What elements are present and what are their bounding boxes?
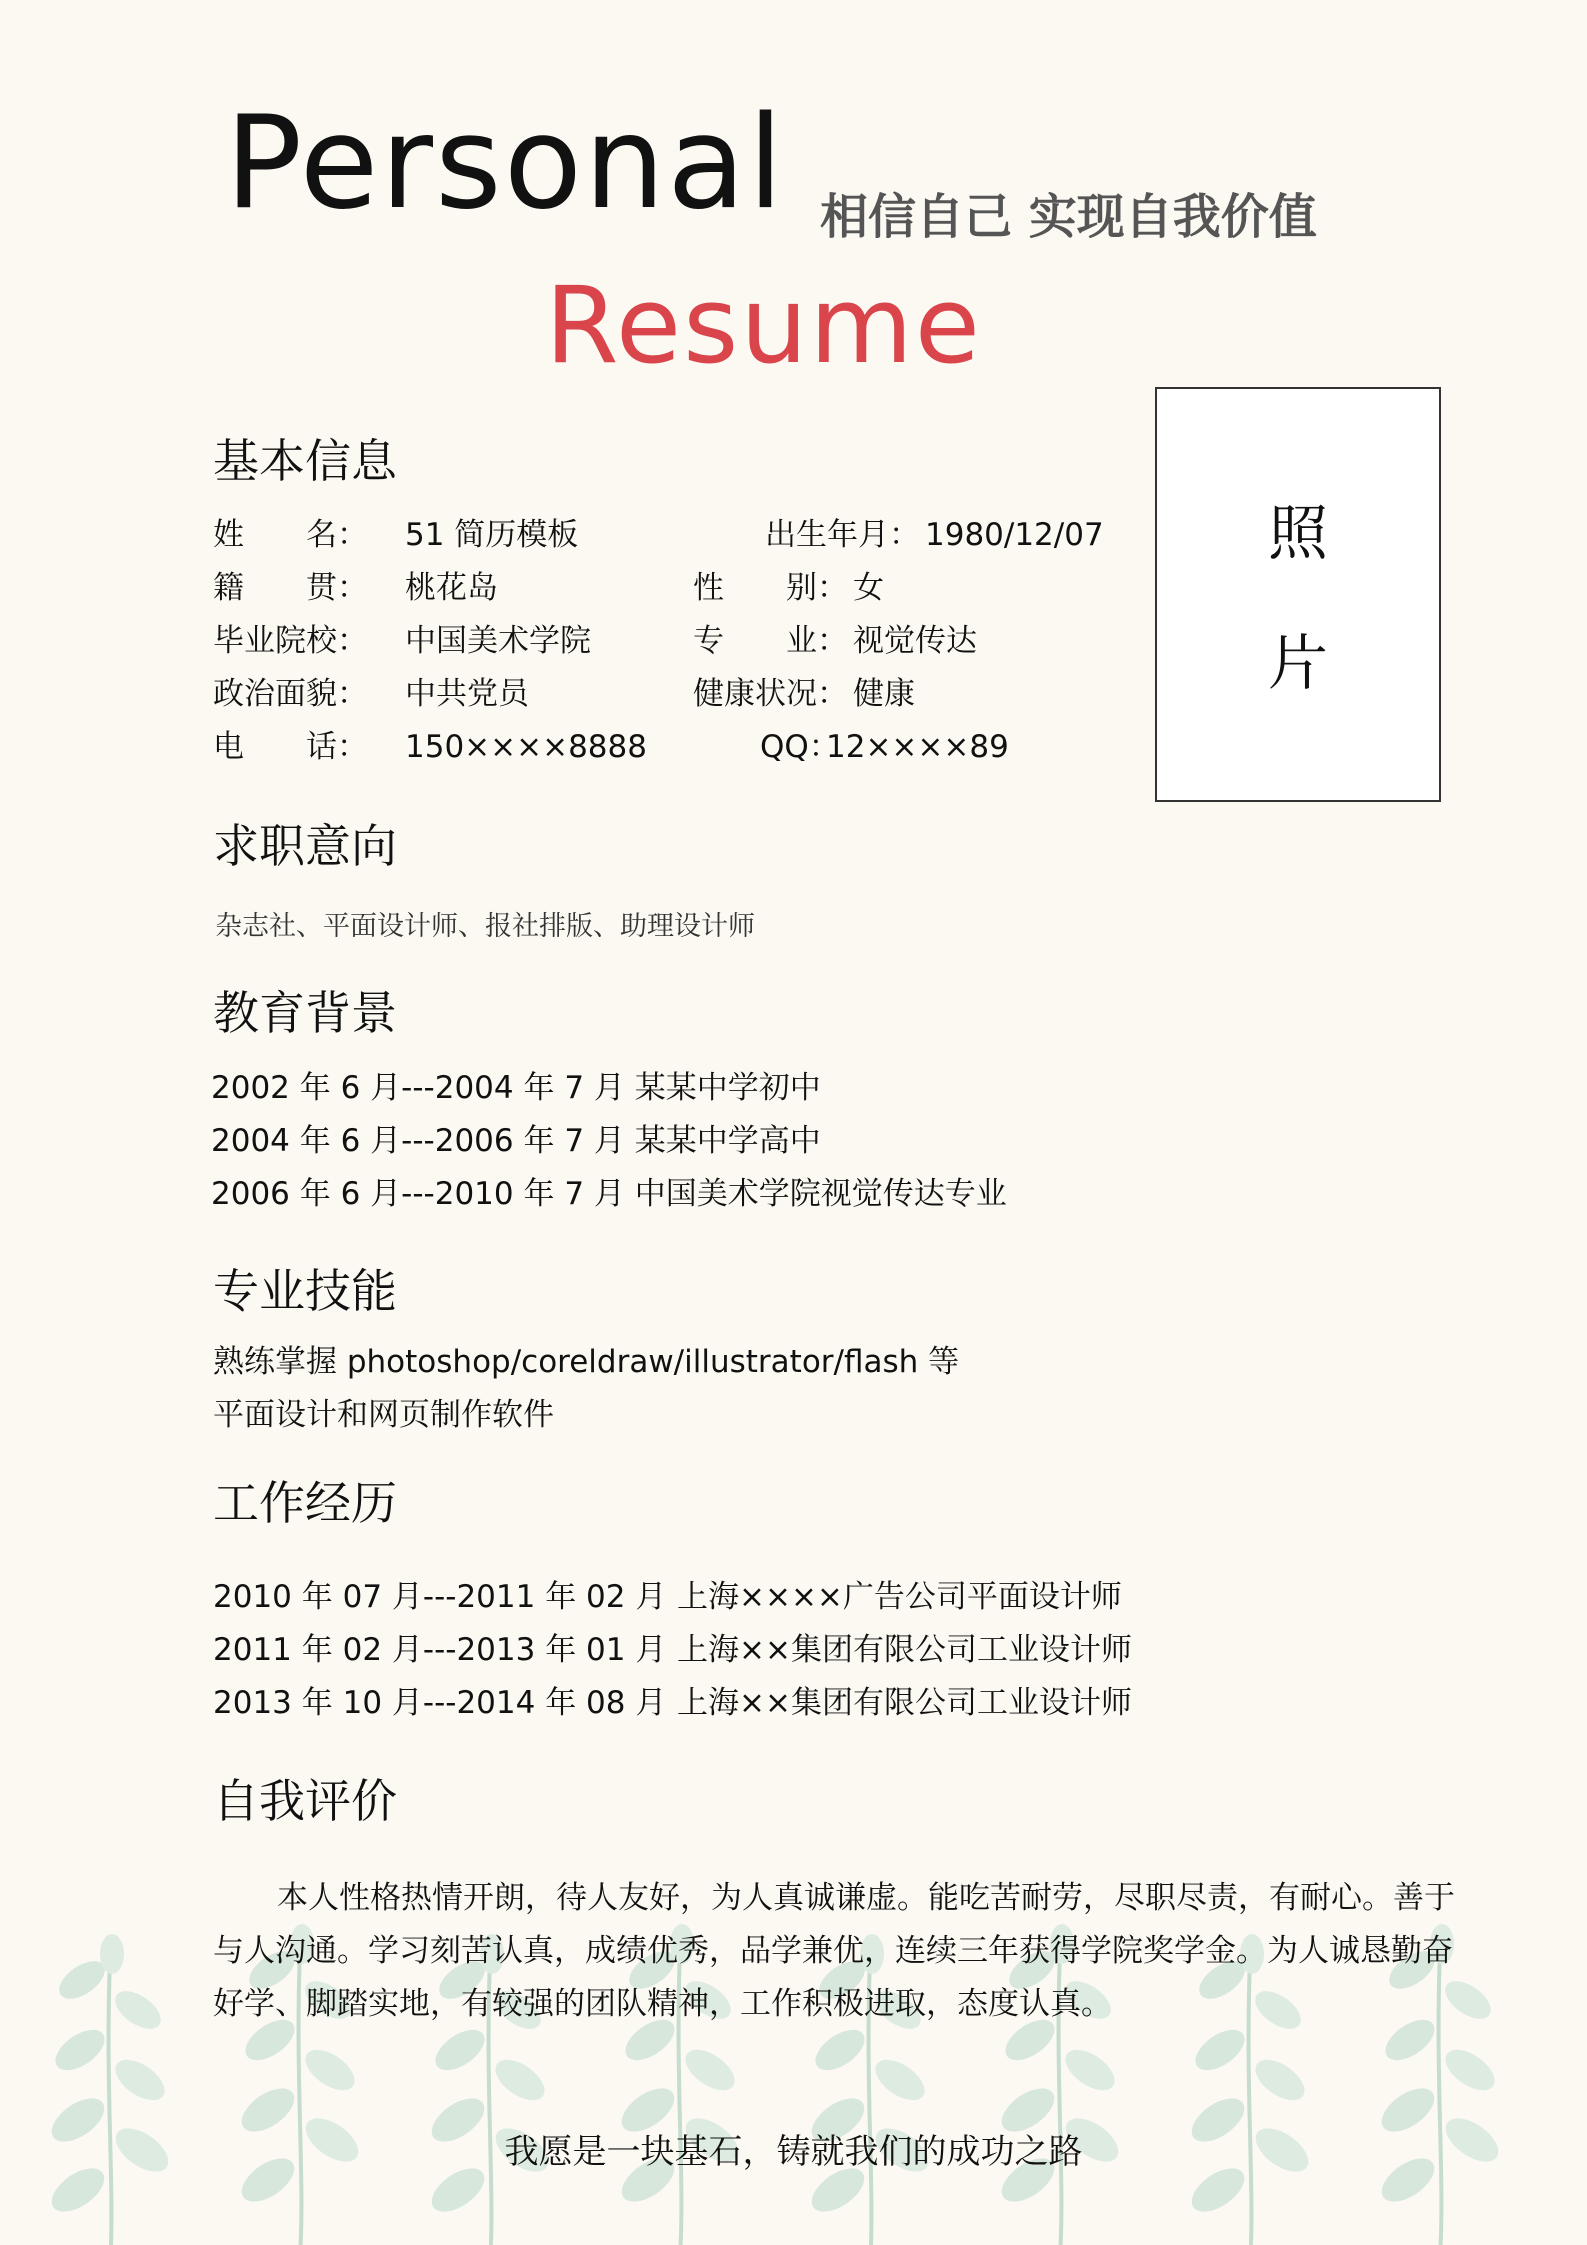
work-desc: 上海××××广告公司平面设计师 <box>677 1579 1122 1615</box>
title-resume: Resume <box>545 264 982 387</box>
photo-label-1: 照 <box>1268 499 1328 569</box>
info-label-political: 政治面貌： <box>213 676 368 712</box>
info-label-hometown: 籍 贯： <box>213 570 368 606</box>
info-value-phone: 150××××8888 <box>405 729 647 765</box>
info-label-gender: 性 别： <box>693 570 848 606</box>
info-value-health: 健康 <box>853 676 915 712</box>
info-value-major: 视觉传达 <box>853 623 977 659</box>
info-label-birth: 出生年月： <box>765 517 920 553</box>
section-title-basic-info: 基本信息 <box>213 434 397 488</box>
info-label-phone: 电 话： <box>213 729 368 765</box>
photo-placeholder <box>1155 387 1441 802</box>
education-item: 2004 年 6 月---2006 年 7 月 某某中学高中 <box>211 1123 821 1159</box>
work-period: 2010 年 07 月---2011 年 02 月 <box>213 1579 667 1615</box>
info-label-school: 毕业院校： <box>213 623 368 659</box>
section-title-work: 工作经历 <box>213 1476 397 1530</box>
work-desc: 上海××集团有限公司工业设计师 <box>677 1685 1132 1721</box>
section-title-education: 教育背景 <box>213 986 397 1040</box>
work-desc: 上海××集团有限公司工业设计师 <box>677 1632 1132 1668</box>
section-title-self-eval: 自我评价 <box>213 1774 397 1828</box>
photo-label-2: 片 <box>1268 629 1328 699</box>
info-value-school: 中国美术学院 <box>405 623 591 659</box>
work-period: 2011 年 02 月---2013 年 01 月 <box>213 1632 667 1668</box>
info-value-name: 51 简历模板 <box>405 517 579 553</box>
info-value-gender: 女 <box>853 570 884 606</box>
info-value-political: 中共党员 <box>405 676 529 712</box>
slogan: 相信自己 实现自我价值 <box>820 189 1317 245</box>
skills-line: 平面设计和网页制作软件 <box>213 1397 554 1433</box>
info-label-name: 姓 名： <box>213 517 368 553</box>
self-eval-text: 本人性格热情开朗，待人友好，为人真诚谦虚。能吃苦耐劳，尽职尽责，有耐心。善于与人沟通。学习刻苦认真，成绩优秀，品学兼优，连续三年获得学院奖学金。为人诚恳勤奋好学、脚踏实地，有较强的团队精神，工作积极进取，态度认真。 <box>213 1880 1455 2022</box>
info-value-hometown: 桃花岛 <box>405 570 498 606</box>
work-period: 2013 年 10 月---2014 年 08 月 <box>213 1685 667 1721</box>
section-title-skills: 专业技能 <box>213 1264 397 1318</box>
info-label-major: 专 业： <box>693 623 848 659</box>
education-item: 2002 年 6 月---2004 年 7 月 某某中学初中 <box>211 1070 821 1106</box>
motto: 我愿是一块基石，铸就我们的成功之路 <box>504 2132 1083 2172</box>
skills-line: 熟练掌握 photoshop/coreldraw/illustrator/flash 等 <box>213 1344 960 1380</box>
info-label-qq: QQ： <box>760 729 840 765</box>
section-title-job-intention: 求职意向 <box>213 819 397 873</box>
education-item: 2006 年 6 月---2010 年 7 月 中国美术学院视觉传达专业 <box>211 1176 1007 1212</box>
job-intention-text: 杂志社、平面设计师、报社排版、助理设计师 <box>215 911 755 942</box>
title-personal: Personal <box>225 89 786 238</box>
info-value-qq: 12××××89 <box>826 729 1009 765</box>
info-value-birth: 1980/12/07 <box>925 517 1104 553</box>
info-label-health: 健康状况： <box>693 676 848 712</box>
